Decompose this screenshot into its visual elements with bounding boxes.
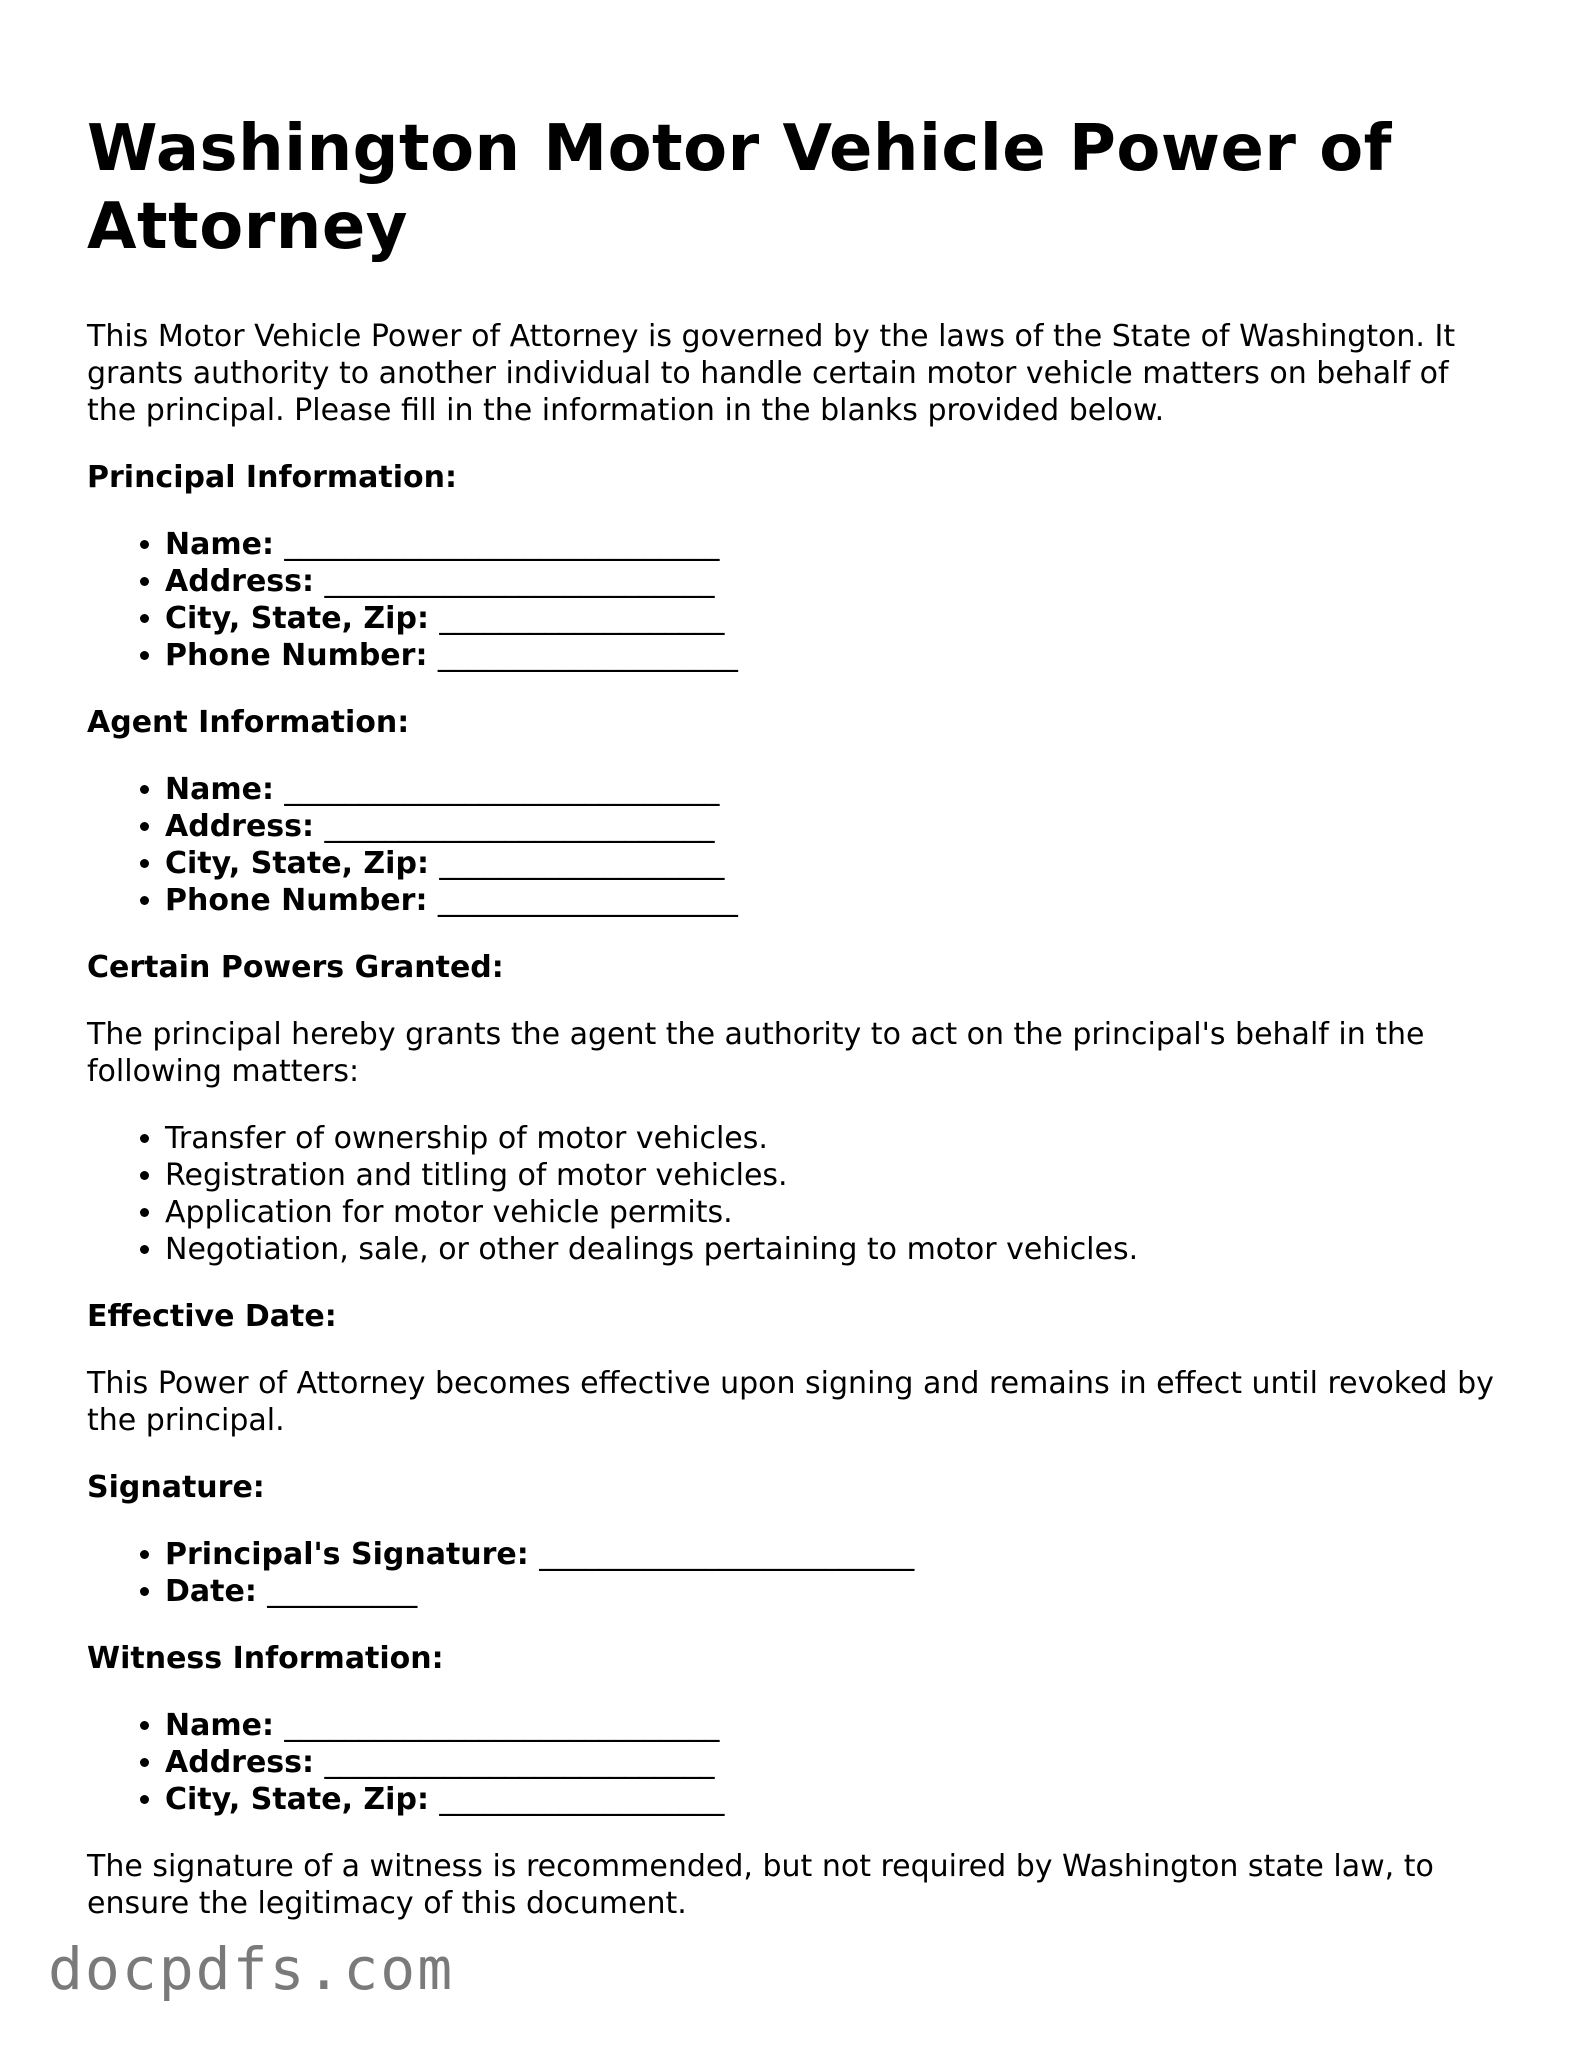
signature-fields xyxy=(87,1536,1507,1610)
date-field xyxy=(165,1573,1507,1610)
field-blank: ___________________ xyxy=(439,601,725,636)
witness-note: The signature of a witness is recommended, but not required by Washington state law, to ensure the legitimacy of this document. xyxy=(87,1849,1434,1921)
watermark-logo: docpdfs.com xyxy=(48,1935,455,2003)
effective-text: This Power of Attorney becomes effective upon signing and remains in effect until revoked by the principal. xyxy=(87,1366,1494,1438)
agent-city-field xyxy=(165,845,1507,882)
effective-heading: Effective Date: xyxy=(87,1299,337,1334)
powers-list xyxy=(87,1120,1507,1268)
field-blank: ____________________ xyxy=(437,883,738,918)
field-label: Principal's Signature: xyxy=(165,1537,529,1572)
field-label: Date: xyxy=(165,1574,257,1609)
agent-fields xyxy=(87,771,1507,919)
witness-city-field xyxy=(165,1781,1507,1818)
field-label: Name: xyxy=(165,1708,274,1743)
field-blank: __________ xyxy=(267,1574,418,1609)
agent-phone-field xyxy=(165,882,1507,919)
agent-name-field xyxy=(165,771,1507,808)
field-label: Name: xyxy=(165,527,274,562)
field-blank: _________________________ xyxy=(539,1537,915,1572)
principal-fields xyxy=(87,526,1507,674)
field-label: Address: xyxy=(165,809,315,844)
field-blank: __________________________ xyxy=(324,564,715,599)
field-label: Phone Number: xyxy=(165,883,428,918)
power-item: • Transfer of ownership of motor vehicles. xyxy=(165,1120,1507,1157)
field-blank: ___________________ xyxy=(439,846,725,881)
power-item: • Application for motor vehicle permits. xyxy=(165,1194,1507,1231)
witness-fields xyxy=(87,1707,1507,1818)
agent-heading: Agent Information: xyxy=(87,705,410,740)
signature-heading: Signature: xyxy=(87,1470,265,1505)
document-title: Washington Motor Vehicle Power of Attorney xyxy=(87,112,1392,264)
witness-address-field xyxy=(165,1744,1507,1781)
field-label: City, State, Zip: xyxy=(165,601,429,636)
field-blank: _____________________________ xyxy=(284,1708,720,1743)
witness-heading: Witness Information: xyxy=(87,1641,444,1676)
principal-heading: Principal Information: xyxy=(87,460,458,495)
field-label: City, State, Zip: xyxy=(165,1782,429,1817)
field-blank: ___________________ xyxy=(439,1782,725,1817)
field-blank: __________________________ xyxy=(324,1745,715,1780)
principal-name-field xyxy=(165,526,1507,563)
field-blank: _____________________________ xyxy=(284,772,720,807)
field-label: City, State, Zip: xyxy=(165,846,429,881)
field-blank: ____________________ xyxy=(437,638,738,673)
field-label: Phone Number: xyxy=(165,638,428,673)
field-label: Name: xyxy=(165,772,274,807)
power-item: • Negotiation, sale, or other dealings pertaining to motor vehicles. xyxy=(165,1231,1507,1268)
principal-phone-field xyxy=(165,637,1507,674)
field-blank: _____________________________ xyxy=(284,527,720,562)
powers-heading: Certain Powers Granted: xyxy=(87,950,504,985)
agent-address-field xyxy=(165,808,1507,845)
witness-name-field xyxy=(165,1707,1507,1744)
field-label: Address: xyxy=(165,1745,315,1780)
document-page xyxy=(87,110,1507,1952)
principal-city-field xyxy=(165,600,1507,637)
field-blank: __________________________ xyxy=(324,809,715,844)
power-item: • Registration and titling of motor vehicles. xyxy=(165,1157,1507,1194)
field-label: Address: xyxy=(165,564,315,599)
principal-address-field xyxy=(165,563,1507,600)
principal-signature-field xyxy=(165,1536,1507,1573)
powers-intro: The principal hereby grants the agent the authority to act on the principal's behalf in the following matters: xyxy=(87,1017,1425,1089)
intro-paragraph: This Motor Vehicle Power of Attorney is governed by the laws of the State of Washington. It grants authority to another individual to handle certain motor vehicle matters on behalf of the principal. Please fill in the information in the blanks provided below. xyxy=(87,319,1456,428)
